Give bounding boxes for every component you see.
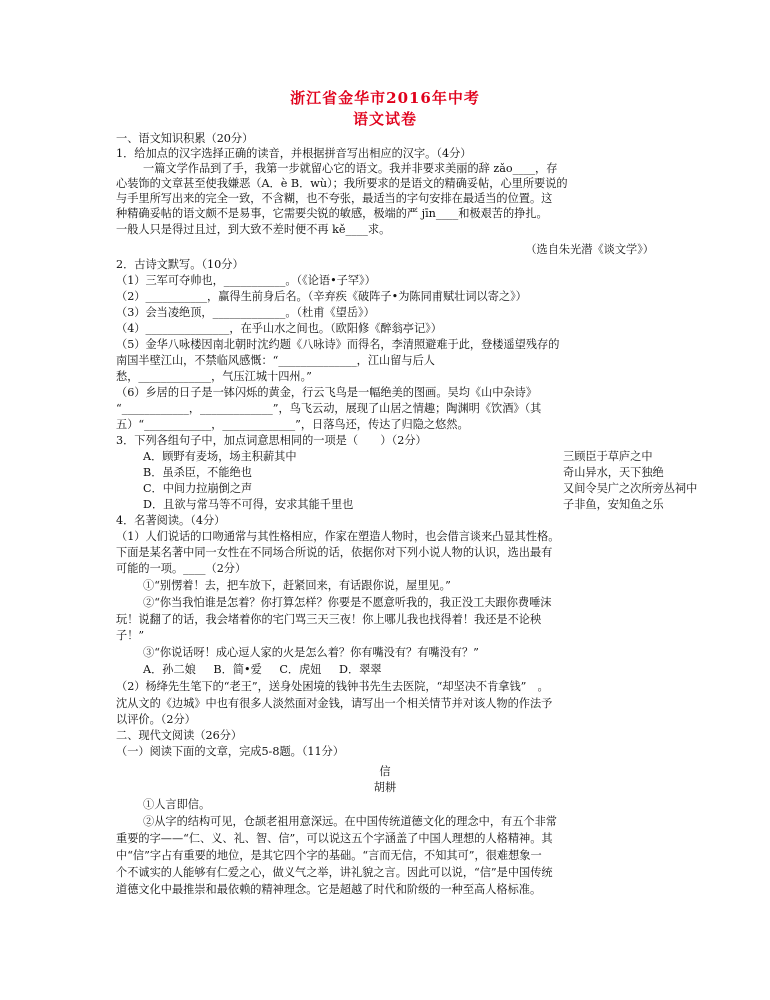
choice-d-right: 子非鱼，安知鱼之乐 (563, 498, 664, 511)
choice-c-right: 又间令吴广之次所旁丛祠中 (563, 482, 698, 495)
question-item: “____________，_____________”，鸟飞云动，展现了山居之情趣；陶渊明《饮酒》（其 (116, 402, 542, 415)
choice-q4-a: A．孙二娘 (143, 663, 196, 676)
choice-row-q4 (143, 662, 654, 677)
question-item: （6）乡居的日子是一钵闪烁的黄金，行云飞鸟是一幅绝美的图画。吴均《山中杂诗》 (116, 386, 538, 399)
article-paragraph: 个不诚实的人能够有仁爱之心，做义气之举，讲礼貌之言。因此可以说，“信”是中国传统 (116, 866, 553, 879)
question-item: （2）杨绛先生笔下的“老王”，送身处困境的钱钟书先生去医院，“却坚决不肯拿钱” 。 (116, 680, 549, 693)
article-author: 胡耕 (373, 781, 397, 794)
choice-row-c (143, 481, 698, 496)
passage-line: 心装饰的文章甚至使我嫌恶（A．è B．wù）；我所要求的是语文的精确妥帖，心里所要说的 (116, 177, 568, 190)
question-stem: 1．给加点的汉字选择正确的读音，并根据拼音写出相应的汉字。（4分） (116, 147, 472, 160)
question-item: 南国半壁江山，不禁临风感慨：“______________，江山留与后人 (116, 354, 435, 367)
question-stem: （一）阅读下面的文章，完成5-8题。（11分） (116, 745, 345, 758)
quote-line: ①“别愣着！去，把车放下，赶紧回来，有话跟你说，屋里见。” (143, 579, 451, 592)
question-stem: 3．下列各组句子中，加点词意思相同的一项是（ ）（2分） (116, 434, 427, 447)
question-item: 愁，_____________，气压江城十四州。” (116, 370, 312, 383)
question-item: （1）人们说话的口吻通常与其性格相应，作家在塑造人物时，也会借言谈来凸显其性格。 (116, 530, 560, 543)
question-item: （5）金华八咏楼因南北朝时沈约题《八咏诗》而得名，李清照避难于此，登楼遥望残存的 (116, 338, 560, 351)
question-item: 可能的一项。____（2分） (116, 562, 247, 575)
question-item: 五）“____________，_____________”，日落鸟还，传达了归隐之悠然。 (116, 418, 469, 431)
article-paragraph: 中“信”字占有重要的地位，是其它四个字的基础。“言而无信，不知其可”，很难想象一 (116, 849, 542, 862)
quote-line: 子！” (116, 629, 145, 642)
question-stem: 2．古诗文默写。（10分） (116, 258, 244, 271)
passage-source: （选自朱光潜《谈文学》） (525, 243, 654, 256)
quote-line: 玩！说翻了的话，我会堵着你的宅门骂三天三夜！你上哪儿我也找得着！我还是不论秧 (116, 613, 542, 626)
choice-q4-d: D．翠翠 (339, 663, 382, 676)
article-paragraph: ②从字的结构可见，仓颉老祖用意深远。在中国传统道德文化的理念中，有五个非常 (143, 815, 557, 828)
passage-line: 与手里所写出来的完全一致，不含糊，也不夸张，最适当的字句安排在最适当的位置。这 (116, 192, 553, 205)
question-item: （3）会当凌绝顶，_____________。（杜甫《望岳》） (116, 306, 375, 319)
question-item: （2）___________，赢得生前身后名。（辛弃疾《破阵子•为陈同甫赋壮词以寄之》） (116, 290, 527, 303)
section-heading: 一、语文知识积累（20分） (116, 132, 254, 145)
question-item: 以评价。（2分） (116, 713, 196, 726)
choice-row-b (143, 465, 664, 480)
choice-row-a (143, 449, 654, 464)
section-heading: 二、现代文阅读（26分） (116, 729, 243, 742)
passage-line: 一般人只是得过且过，到大致不差时便不再 kě____求。 (116, 223, 391, 236)
quote-line: ②“你当我怕谁是怎着？你打算怎样？你要是不愿意听我的，我正没工夫跟你费唾沫 (143, 596, 552, 609)
question-item: 下面是某名著中同一女性在不同场合所说的话，依据你对下列小说人物的认识，选出最有 (116, 546, 553, 559)
article-paragraph: 重要的字——“仁、义、礼、智、信”，可以说这五个字涵盖了中国人理想的人格精神。其 (116, 832, 553, 845)
choice-row-d (143, 497, 664, 512)
doc-title: 浙江省金华市2016年中考 (290, 89, 480, 107)
question-stem: 4．名著阅读。（4分） (116, 514, 226, 527)
choice-q4-c: C．虎妞 (279, 663, 322, 676)
choice-q4-b: B．简•爱 (213, 663, 262, 676)
passage-line: 种精确妥帖的语文颇不是易事，它需要尖锐的敏感，极端的严 jīn____和极艰苦的挣扎。 (116, 207, 548, 220)
article-title: 信 (379, 765, 391, 778)
question-item: （1）三军可夺帅也，___________。（《论语•子罕》） (116, 274, 376, 287)
article-paragraph: ①人言即信。 (143, 798, 211, 811)
quote-line: ③“你说话呀！成心逗人家的火是怎么着？你有嘴没有？有嘴没有？” (143, 646, 479, 659)
choice-d-left: D．且欲与常马等不可得，安求其能千里也 (143, 498, 354, 511)
choice-b-right: 奇山异水，天下独绝 (563, 466, 664, 479)
choice-a-left: A．顾野有麦场，场主积薪其中 (143, 450, 297, 463)
choice-c-left: C．中间力拉崩倒之声 (143, 482, 253, 495)
choice-b-left: B．虽杀臣，不能绝也 (143, 466, 252, 479)
choice-a-right: 三顾臣于草庐之中 (563, 450, 653, 463)
question-item: （4）_______________，在乎山水之间也。（欧阳修《醉翁亭记》） (116, 322, 442, 335)
article-paragraph: 道德文化中最推崇和最依赖的精神理念。它是超越了时代和阶级的一种至高人格标准。 (116, 883, 542, 896)
passage-line: 一篇文学作品到了手，我第一步就留心它的语文。我并非要求美丽的辞 zǎo____，存 (143, 162, 558, 175)
doc-subtitle: 语文试卷 (352, 110, 417, 128)
question-item: 沈从文的《边城》中也有很多人淡然面对金钱，请写出一个相关情节并对该人物的作法予 (116, 697, 553, 710)
